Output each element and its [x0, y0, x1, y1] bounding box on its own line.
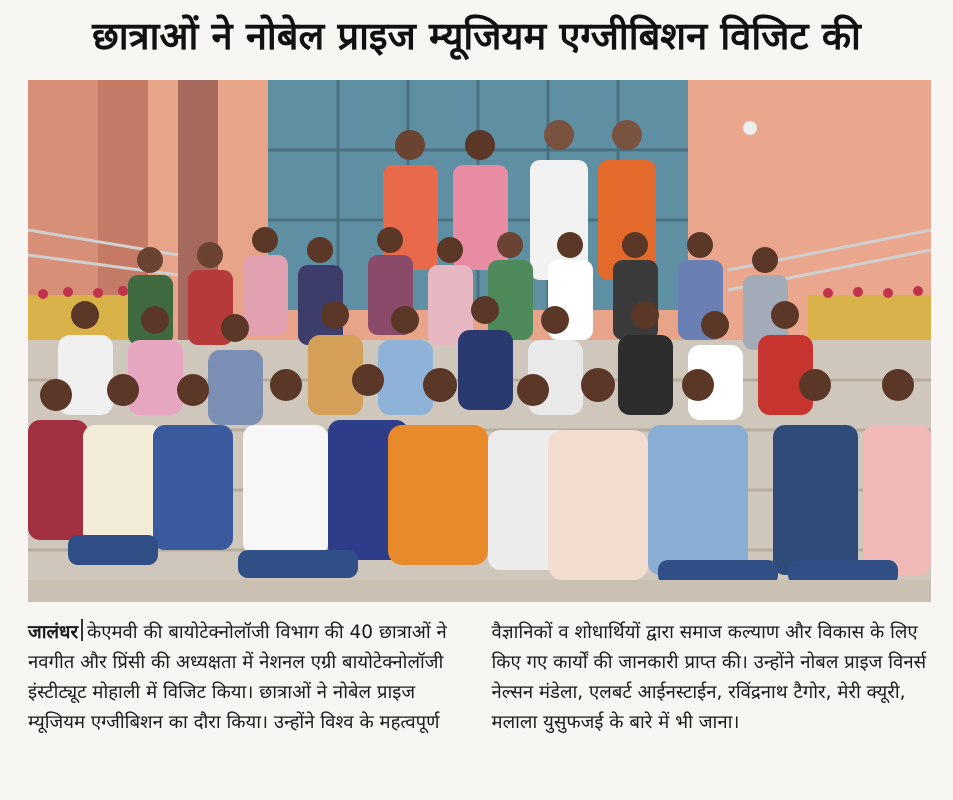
dateline: जालंधर — [28, 622, 79, 643]
article-body — [28, 618, 931, 788]
column-1-text: केएमवी की बायोटेक्नोलॉजी विभाग की 40 छात्राओं ने नवगीत और प्रिंसी की अध्यक्षता में नेशनल एग्री बायोटेक्नोलॉजी इंस्टीट्यूट मोहाली में विजिट किया। छात्राओं ने नोबेल प्राइज म्यूजियम एग्जीबिशन का दौरा किया। उन्होंने विश्व के महत्वपूर्ण — [28, 622, 447, 733]
dateline-separator — [81, 619, 83, 641]
group-photo — [28, 80, 931, 602]
article-column-2 — [492, 618, 932, 788]
column-2-text: वैज्ञानिकों व शोधार्थियों द्वारा समाज कल्याण और विकास के लिए किए गए कार्यों की जानकारी प्राप्त की। उन्होंने नोबल प्राइज विनर्स नेल्सन मंडेला, एलबर्ट आईनस्टाईन, रविंद्रनाथ टैगोर, मेरी क्यूरी, मलाला युसुफजई के बारे में भी जाना। — [491, 622, 927, 733]
headline: छात्राओं ने नोबेल प्राइज म्यूजियम एग्जीबिशन विजिट की — [92, 14, 861, 58]
article-column-1 — [28, 618, 468, 788]
